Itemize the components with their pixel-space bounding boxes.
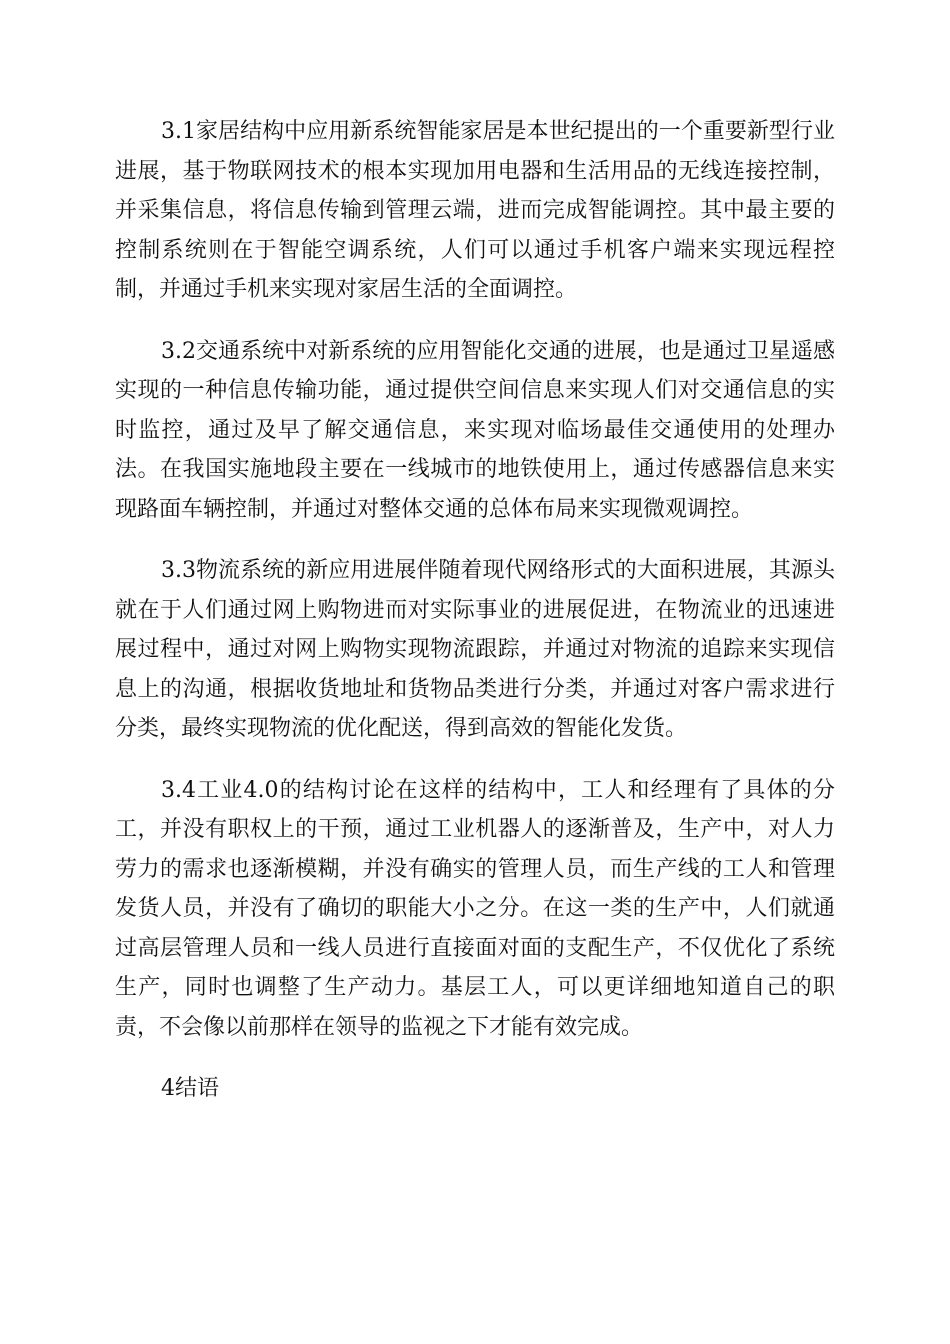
document-page: [115, 112, 835, 1109]
paragraph-3-3: 3.3物流系统的新应用进展伴随着现代网络形式的大面积进展，其源头就在于人们通过网上购物进而对实际事业的进展促进，在物流业的迅速进展过程中，通过对网上购物实现物流跟踪，并通过对物流的追踪来实现信息上的沟通，根据收货地址和货物品类进行分类，并通过对客户需求进行分类，最终实现物流的优化配送，得到高效的智能化发货。: [115, 558, 835, 741]
paragraph-3-2: 3.2交通系统中对新系统的应用智能化交通的进展，也是通过卫星遥感实现的一种信息传输功能，通过提供空间信息来实现人们对交通信息的实时监控，通过及早了解交通信息，来实现对临场最佳交通使用的处理办法。在我国实施地段主要在一线城市的地铁使用上，通过传感器信息来实现路面车辆控制，并通过对整体交通的总体布局来实现微观调控。: [115, 338, 835, 522]
paragraph-3-4: 3.4工业4.0的结构讨论在这样的结构中，工人和经理有了具体的分工，并没有职权上的干预，通过工业机器人的逐渐普及，生产中，对人力劳力的需求也逐渐模糊，并没有确实的管理人员，而生产线的工人和管理发货人员，并没有了确切的职能大小之分。在这一类的生产中，人们就通过高层管理人员和一线人员进行直接面对面的支配生产，不仅优化了系统生产，同时也调整了生产动力。基层工人，可以更详细地知道自己的职责，不会像以前那样在领导的监视之下才能有效完成。: [115, 777, 835, 1040]
section-heading-conclusion: 4结语: [161, 1076, 219, 1101]
paragraph-3-1: 3.1家居结构中应用新系统智能家居是本世纪提出的一个重要新型行业进展，基于物联网技术的根本实现加用电器和生活用品的无线连接控制，并采集信息，将信息传输到管理云端，进而完成智能调控。其中最主要的控制系统则在于智能空调系统，人们可以通过手机客户端来实现远程控制，并通过手机来实现对家居生活的全面调控。: [115, 119, 835, 302]
